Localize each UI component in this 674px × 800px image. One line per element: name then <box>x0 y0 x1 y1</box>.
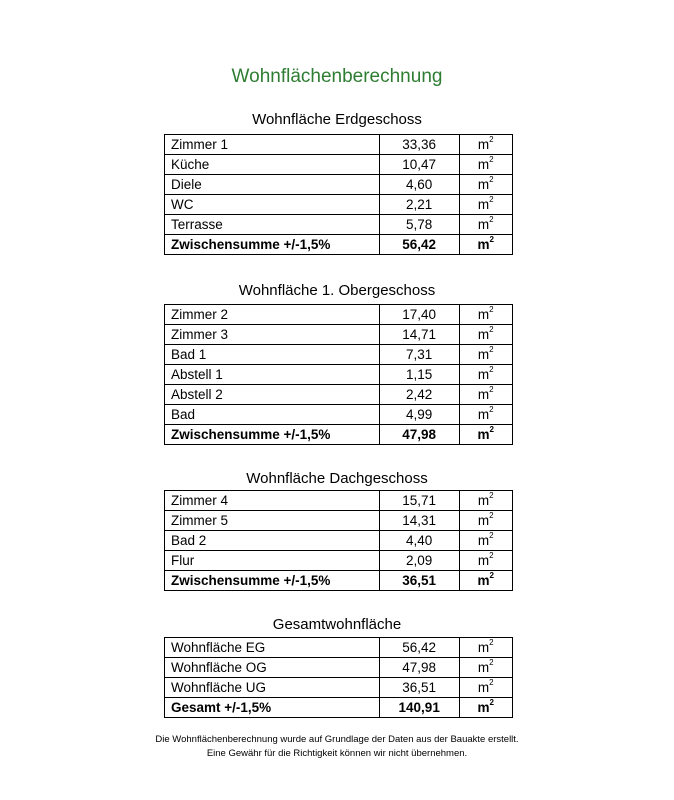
unit-cell <box>459 215 512 235</box>
room-name: Diele <box>165 175 380 195</box>
footnote <box>0 733 674 761</box>
unit-cell <box>459 531 512 551</box>
area-table-obergeschoss <box>164 304 513 445</box>
area-value: 47,98 <box>379 658 459 678</box>
room-name: Zimmer 3 <box>165 325 380 345</box>
unit-superscript: 2 <box>489 511 494 520</box>
unit-superscript: 2 <box>489 385 494 394</box>
unit-cell <box>459 385 512 405</box>
room-name: Abstell 2 <box>165 385 380 405</box>
footnote-line-2: Eine Gewähr für die Richtigkeit können wir nicht übernehmen. <box>206 748 468 759</box>
room-name: Flur <box>165 551 380 571</box>
room-name: Zwischensumme +/-1,5% <box>165 571 380 591</box>
unit-label: m <box>477 407 490 422</box>
room-name: Abstell 1 <box>165 365 380 385</box>
area-table-dachgeschoss <box>164 490 513 591</box>
unit-superscript: 2 <box>489 638 494 647</box>
room-name: Bad <box>165 405 380 425</box>
table-row <box>165 325 513 345</box>
unit-superscript: 2 <box>489 195 494 204</box>
section-title-erdgeschoss: Wohnfläche Erdgeschoss <box>252 111 422 128</box>
unit-label: m <box>477 553 490 568</box>
unit-superscript: 2 <box>489 658 494 667</box>
unit-superscript: 2 <box>489 365 494 374</box>
table-row <box>165 305 513 325</box>
area-table-erdgeschoss <box>164 134 513 255</box>
unit-cell <box>459 551 512 571</box>
unit-label: m <box>477 327 490 342</box>
table-row <box>165 195 513 215</box>
room-name: Wohnfläche UG <box>165 678 380 698</box>
unit-label: m <box>477 367 490 382</box>
unit-label: m <box>477 427 490 442</box>
room-name: Gesamt +/-1,5% <box>165 698 380 718</box>
table-row <box>165 491 513 511</box>
area-value: 4,60 <box>379 175 459 195</box>
unit-cell <box>459 491 512 511</box>
room-name: Zimmer 1 <box>165 135 380 155</box>
area-value: 2,21 <box>379 195 459 215</box>
section-title-dachgeschoss: Wohnfläche Dachgeschoss <box>246 470 428 487</box>
unit-label: m <box>477 573 490 588</box>
unit-cell <box>459 658 512 678</box>
area-value: 56,42 <box>379 638 459 658</box>
unit-superscript: 2 <box>489 325 494 334</box>
area-value: 17,40 <box>379 305 459 325</box>
subtotal-row <box>165 425 513 445</box>
room-name: Bad 1 <box>165 345 380 365</box>
unit-label: m <box>477 177 490 192</box>
table-row <box>165 405 513 425</box>
footnote-line-1: Die Wohnflächenberechnung wurde auf Grundlage der Daten aus der Bauakte erstellt. <box>155 734 519 745</box>
area-value: 15,71 <box>379 491 459 511</box>
unit-superscript: 2 <box>489 405 494 414</box>
unit-label: m <box>477 700 490 715</box>
area-value: 5,78 <box>379 215 459 235</box>
area-value: 56,42 <box>379 235 459 255</box>
room-name: Wohnfläche OG <box>165 658 380 678</box>
unit-label: m <box>477 533 490 548</box>
table-row <box>165 638 513 658</box>
room-name: Zimmer 4 <box>165 491 380 511</box>
area-value: 2,09 <box>379 551 459 571</box>
area-value: 33,36 <box>379 135 459 155</box>
area-value: 4,40 <box>379 531 459 551</box>
unit-cell <box>459 425 512 445</box>
unit-cell <box>459 305 512 325</box>
table-row <box>165 215 513 235</box>
unit-cell <box>459 698 512 718</box>
unit-cell <box>459 345 512 365</box>
unit-superscript: 2 <box>489 175 494 184</box>
table-row <box>165 658 513 678</box>
room-name: Zimmer 5 <box>165 511 380 531</box>
unit-label: m <box>477 513 490 528</box>
unit-superscript: 2 <box>489 305 494 314</box>
unit-cell <box>459 235 512 255</box>
unit-label: m <box>477 307 490 322</box>
room-name: Terrasse <box>165 215 380 235</box>
room-name: Zwischensumme +/-1,5% <box>165 235 380 255</box>
unit-cell <box>459 325 512 345</box>
unit-cell <box>459 195 512 215</box>
unit-label: m <box>477 660 490 675</box>
room-name: Küche <box>165 155 380 175</box>
table-row <box>165 678 513 698</box>
area-value: 4,99 <box>379 405 459 425</box>
unit-superscript: 2 <box>489 345 494 354</box>
section-title-obergeschoss: Wohnfläche 1. Obergeschoss <box>238 282 436 299</box>
unit-cell <box>459 365 512 385</box>
unit-superscript: 2 <box>489 155 494 164</box>
room-name: Bad 2 <box>165 531 380 551</box>
unit-label: m <box>477 640 490 655</box>
unit-cell <box>459 511 512 531</box>
area-value: 10,47 <box>379 155 459 175</box>
table-row <box>165 365 513 385</box>
table-row <box>165 175 513 195</box>
area-table-gesamt <box>164 637 513 718</box>
unit-cell <box>459 405 512 425</box>
unit-label: m <box>477 493 490 508</box>
table-row <box>165 385 513 405</box>
area-value: 36,51 <box>379 571 459 591</box>
subtotal-row <box>165 571 513 591</box>
unit-label: m <box>477 387 490 402</box>
area-value: 2,42 <box>379 385 459 405</box>
unit-superscript: 2 <box>489 491 494 500</box>
unit-cell <box>459 175 512 195</box>
table-row <box>165 531 513 551</box>
area-value: 7,31 <box>379 345 459 365</box>
room-name: Wohnfläche EG <box>165 638 380 658</box>
area-value: 1,15 <box>379 365 459 385</box>
area-value: 14,31 <box>379 511 459 531</box>
area-value: 14,71 <box>379 325 459 345</box>
section-title-gesamt: Gesamtwohnfläche <box>272 616 402 633</box>
unit-label: m <box>477 137 490 152</box>
room-name: WC <box>165 195 380 215</box>
room-name: Zimmer 2 <box>165 305 380 325</box>
unit-superscript: 2 <box>489 551 494 560</box>
unit-label: m <box>477 237 490 252</box>
unit-label: m <box>477 680 490 695</box>
unit-superscript: 2 <box>489 425 494 434</box>
unit-cell <box>459 135 512 155</box>
unit-label: m <box>477 197 490 212</box>
unit-cell <box>459 155 512 175</box>
table-row <box>165 135 513 155</box>
page-title: Wohnflächenberechnung <box>231 66 443 87</box>
unit-superscript: 2 <box>489 531 494 540</box>
unit-superscript: 2 <box>489 698 494 707</box>
unit-cell <box>459 571 512 591</box>
area-value: 47,98 <box>379 425 459 445</box>
subtotal-row <box>165 235 513 255</box>
unit-superscript: 2 <box>489 678 494 687</box>
room-name: Zwischensumme +/-1,5% <box>165 425 380 445</box>
unit-superscript: 2 <box>489 235 494 244</box>
unit-superscript: 2 <box>489 135 494 144</box>
table-row <box>165 551 513 571</box>
unit-cell <box>459 638 512 658</box>
area-value: 140,91 <box>379 698 459 718</box>
unit-label: m <box>477 157 490 172</box>
unit-superscript: 2 <box>489 215 494 224</box>
unit-label: m <box>477 347 490 362</box>
unit-superscript: 2 <box>489 571 494 580</box>
area-value: 36,51 <box>379 678 459 698</box>
unit-label: m <box>477 217 490 232</box>
table-row <box>165 511 513 531</box>
table-row <box>165 345 513 365</box>
table-row <box>165 155 513 175</box>
subtotal-row <box>165 698 513 718</box>
unit-cell <box>459 678 512 698</box>
